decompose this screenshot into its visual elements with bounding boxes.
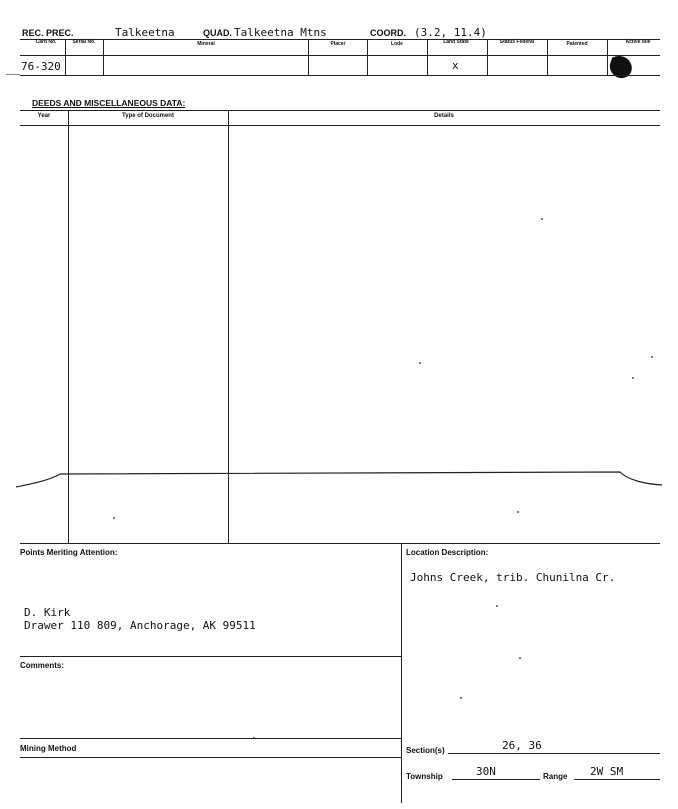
mining-method-label: Mining Method bbox=[20, 744, 77, 753]
mining-rule bbox=[20, 738, 401, 739]
section-label: Section(s) bbox=[406, 746, 445, 755]
points-label: Points Meriting Attention: bbox=[20, 548, 118, 557]
comments-rule bbox=[20, 656, 401, 657]
header-top-rule bbox=[20, 39, 660, 40]
quad-label: QUAD. bbox=[203, 28, 232, 38]
speck bbox=[517, 511, 519, 513]
coord-value: (3.2, 11.4) bbox=[414, 26, 487, 39]
divider-6 bbox=[487, 39, 488, 75]
col-active-idle: Active Idle bbox=[625, 39, 651, 45]
quad-value: Talkeetna Mtns bbox=[234, 26, 327, 39]
points-line-1: D. Kirk bbox=[24, 606, 71, 619]
speck bbox=[651, 356, 653, 358]
col-mineral: Mineral bbox=[197, 41, 215, 47]
col-land-state: Land State bbox=[443, 39, 469, 45]
township-value: 30N bbox=[476, 765, 496, 778]
rec-prec-value: Talkeetna bbox=[115, 26, 175, 39]
deeds-heading: DEEDS AND MISCELLANEOUS DATA: bbox=[32, 98, 186, 108]
range-label: Range bbox=[543, 772, 568, 781]
col-lode: Lode bbox=[391, 41, 403, 47]
range-value: 2W SM bbox=[590, 765, 624, 778]
divider-2 bbox=[103, 39, 104, 75]
speck bbox=[113, 517, 115, 519]
deeds-header-rule bbox=[20, 125, 660, 126]
points-line-2: Drawer 110 809, Anchorage, AK 99511 bbox=[24, 619, 256, 632]
section-value: 26, 36 bbox=[502, 739, 542, 752]
card-no-value: 76-320 bbox=[21, 60, 61, 73]
speck bbox=[460, 697, 462, 699]
col-card-no: Card No. bbox=[35, 39, 57, 45]
speck bbox=[419, 362, 421, 364]
stray-mark-left bbox=[6, 74, 20, 75]
township-line bbox=[452, 779, 540, 780]
col-patented: Patented bbox=[566, 41, 588, 47]
divider-3 bbox=[308, 39, 309, 75]
deeds-col-year: Year bbox=[37, 113, 51, 119]
page-fold-line bbox=[0, 462, 678, 496]
speck bbox=[496, 605, 498, 607]
location-label: Location Description: bbox=[406, 548, 489, 557]
divider-4 bbox=[367, 39, 368, 75]
header-mid-rule bbox=[20, 55, 660, 56]
speck bbox=[541, 218, 543, 220]
rec-prec-label: REC. PREC. bbox=[22, 28, 74, 38]
deeds-top-rule bbox=[20, 110, 660, 111]
mining-bottom-rule bbox=[20, 757, 401, 758]
divider-5 bbox=[427, 39, 428, 75]
comments-label: Comments: bbox=[20, 661, 65, 670]
col-serial-no: Serial No. bbox=[72, 39, 96, 45]
deeds-col-type: Type of Document bbox=[122, 113, 174, 119]
township-label: Township bbox=[406, 772, 443, 781]
ink-blot-mark bbox=[606, 52, 636, 82]
header-bottom-rule bbox=[20, 75, 660, 76]
lower-top-rule bbox=[20, 543, 660, 544]
land-state-mark: x bbox=[452, 59, 459, 72]
speck bbox=[519, 657, 521, 659]
coord-label: COORD. bbox=[370, 28, 406, 38]
lower-center-divider bbox=[401, 543, 402, 803]
location-text: Johns Creek, trib. Chunilna Cr. bbox=[410, 571, 616, 584]
speck bbox=[632, 377, 634, 379]
col-status-federal: Status Federal bbox=[499, 39, 535, 45]
range-line bbox=[574, 779, 660, 780]
section-line bbox=[448, 753, 660, 754]
divider-7 bbox=[547, 39, 548, 75]
divider-1 bbox=[65, 39, 66, 75]
col-placer: Placer bbox=[330, 41, 346, 47]
deeds-col-details: Details bbox=[434, 113, 454, 119]
